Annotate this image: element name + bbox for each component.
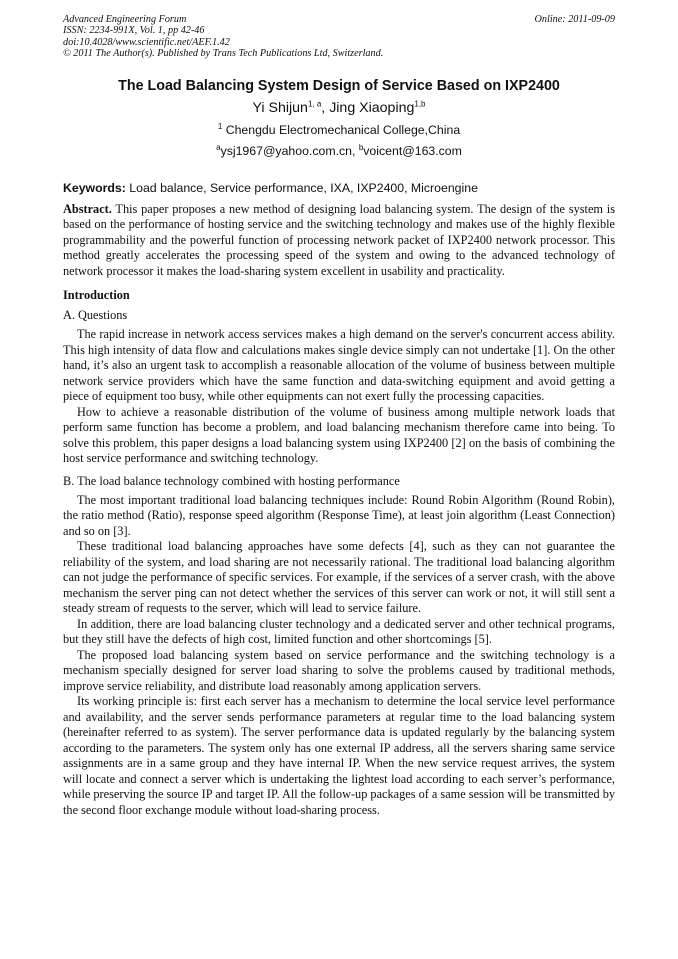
author-2-sup: 1,b bbox=[414, 98, 426, 108]
author-2-name: Jing Xiaoping bbox=[329, 99, 415, 116]
email-a-sup: a bbox=[216, 142, 221, 152]
affiliation-text: Chengdu Electromechanical College,China bbox=[222, 122, 461, 137]
paragraph-b1: The most important traditional load balancing techniques include: Round Robin Algorithm (Round Robin), the ratio method (Ratio), response speed algorithm (Response Time), at least join algorithm (Least Connection) and so on [3]. bbox=[63, 492, 615, 538]
paragraph-b2: These traditional load balancing approaches have some defects [4], such as they can not guarantee the reliability of the system, and load sharing are not necessarily rational. The traditional load balancing algorithm can not judge the performance of specific services. For example, if the services of a server crash, with the above mechanism the server ping can not detect whether the services of this server can work or not, it will still sent a steady stream of requests to the server, which will lead to service failure. bbox=[63, 539, 615, 616]
subsection-heading-load-balance: B. The load balance technology combined with hosting performance bbox=[63, 473, 400, 488]
author-line bbox=[63, 99, 615, 117]
journal-header bbox=[63, 14, 615, 60]
journal-name: Advanced Engineering Forum bbox=[63, 14, 187, 25]
email-b-sup: b bbox=[358, 142, 364, 152]
online-date: Online: 2011-09-09 bbox=[534, 14, 615, 25]
section-heading-introduction: Introduction bbox=[63, 288, 130, 303]
copyright-line: © 2011 The Author(s). Published by Trans Tech Publications Ltd, Switzerland. bbox=[63, 48, 384, 60]
keywords-text: Load balance, Service performance, IXA, IXP2400, Microengine bbox=[125, 180, 478, 195]
paper-page bbox=[63, 14, 615, 818]
email-b[interactable]: voicent@163.com bbox=[363, 143, 462, 158]
paper-title: The Load Balancing System Design of Service Based on IXP2400 bbox=[118, 77, 560, 94]
doi-line: doi:10.4028/www.scientific.net/AEF.1.42 bbox=[63, 36, 230, 48]
email-a[interactable]: ysj1967@yahoo.com.cn, bbox=[220, 143, 359, 158]
abstract bbox=[63, 202, 615, 280]
abstract-label: Abstract. bbox=[63, 201, 112, 216]
paragraph-b5: Its working principle is: first each server has a mechanism to determine the local service level performance and availability, and the server sends performance parameters at regular time to the load balancing system (hereinafter referred to as system). The server performance data is updated regularly by the balancing system according to the parameters. The system only has one external IP address, all the servers sharing same service assignments are in a same group and they have internal IP. When the new service request arrives, the system will locate and connect a server which is undertaking the lightest load according to each server’s performance, while preserving the source IP and target IP. All the follow-up packages of a same session will be transmitted by the second floor exchange module without load-sharing process. bbox=[63, 694, 615, 817]
keywords-label: Keywords: bbox=[63, 180, 126, 195]
affiliation-line bbox=[63, 123, 615, 138]
affiliation-sup: 1 bbox=[217, 121, 223, 131]
paragraph-b4: The proposed load balancing system based on service performance and the switching technology is a mechanism specially designed for server load sharing to solve the problems caused by traditional methods, improve service reliability, and distribute load reasonably among application servers. bbox=[63, 647, 615, 693]
email-line bbox=[63, 144, 615, 159]
abstract-text: This paper proposes a new method of designing load balancing system. The design of the system is based on the performance of hosting service and the switching technology and makes use of the highly flexible programmability and the powerful function of processing network packet of IXP2400 network processor. This method greatly accelerates the processing speed of the system and owing to the advanced technology of network processor it makes the load-sharing system excellent in usability and practicality. bbox=[63, 201, 615, 278]
subsection-heading-questions: A. Questions bbox=[63, 308, 128, 323]
paragraph-a2: How to achieve a reasonable distribution of the volume of business among multiple network loads that perform same function has become a problem, and load balancing mechanism therefore came into being. To solve this problem, this paper designs a load balancing system using IXP2400 [2] on the basis of combining the host service performance and switching technology. bbox=[63, 404, 615, 466]
paragraph-b3: In addition, there are load balancing cluster technology and a dedicated server and other technical programs, but they still have the defects of high cost, limited function and other shortcomings [5]. bbox=[63, 616, 615, 647]
issn-line: ISSN: 2234-991X, Vol. 1, pp 42-46 bbox=[63, 25, 205, 37]
author-separator: , bbox=[321, 99, 330, 116]
author-1-name: Yi Shijun bbox=[252, 99, 308, 116]
keywords bbox=[63, 181, 615, 196]
paragraph-a1: The rapid increase in network access services makes a high demand on the server's concurrent access ability. This high intensity of data flow and calculations makes single device simply can not undertake [1]. On the other hand, it’s also an urgent task to accomplish a reasonable allocation of the volume of business between multiple network service providers which have the same function and data-switching equipment and avoid getting a piece of equipment too busy, while other equipments can not exert fully the processing capacities. bbox=[63, 327, 615, 404]
author-1-sup: 1, a bbox=[307, 98, 322, 108]
